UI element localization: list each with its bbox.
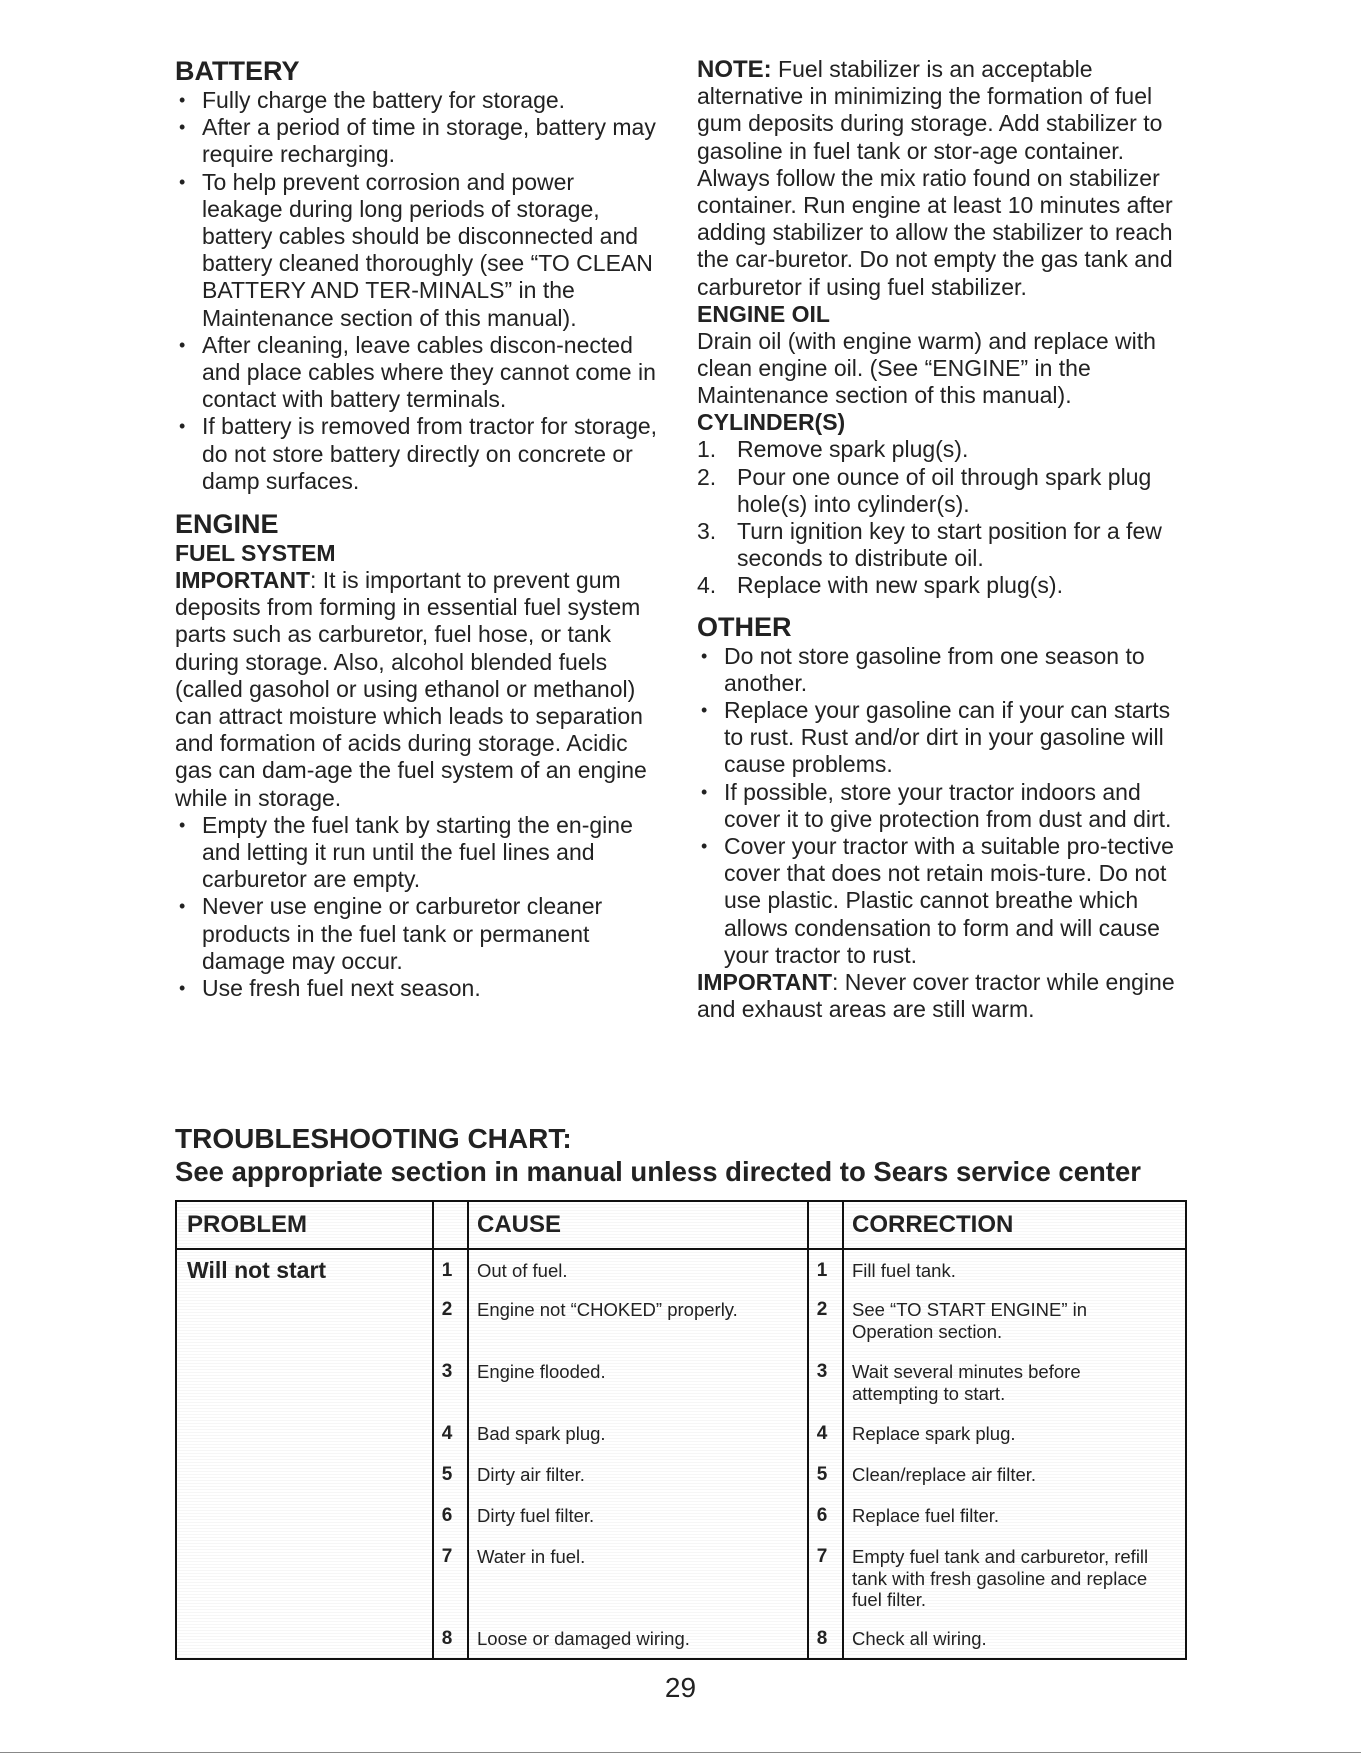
correction-number: 4 <box>816 1423 828 1444</box>
header-problem: PROBLEM <box>187 1211 307 1238</box>
correction-number: 7 <box>816 1546 828 1567</box>
step-text: Turn ignition key to start position for a few seconds to distribute oil. <box>737 518 1162 572</box>
correction-cell: Clean/replace air filter. <box>852 1464 1037 1485</box>
list-item <box>697 436 1182 463</box>
bottom-rule <box>0 1752 1361 1753</box>
troubleshooting-subtitle: See appropriate section in manual unless directed to Sears service center <box>175 1156 1141 1187</box>
list-item: • To help prevent corrosion and power leakage during long periods of storage, battery cables should be disconnected and battery cleaned thoroughly (see “TO CLEAN BATTERY AND TER-MINALS” in the Maintenance section of this manual). <box>175 169 660 332</box>
page-number: 29 <box>664 1672 697 1703</box>
column-divider <box>432 1202 434 1658</box>
engine-oil-heading: ENGINE OIL <box>697 300 830 327</box>
list-item: • Fully charge the battery for storage. <box>175 87 660 114</box>
column-divider <box>807 1202 809 1658</box>
fuel-list <box>175 812 660 1002</box>
cause-number: 1 <box>441 1260 453 1281</box>
cause-cell: Dirty air filter. <box>477 1464 585 1485</box>
list-item: • Do not store gasoline from one season to another. <box>697 643 1182 697</box>
list-item <box>697 464 1182 518</box>
important-label: IMPORTANT <box>697 969 833 996</box>
correction-number: 1 <box>816 1260 828 1281</box>
column-divider <box>467 1202 469 1658</box>
note-label: NOTE: <box>697 56 772 83</box>
cause-number: 4 <box>441 1423 453 1444</box>
other-list <box>697 643 1182 969</box>
other-important-paragraph <box>697 969 1182 1023</box>
note-paragraph <box>697 56 1182 301</box>
correction-number: 2 <box>816 1299 828 1320</box>
cause-cell: Engine not “CHOKED” properly. <box>477 1299 738 1320</box>
correction-number: 3 <box>816 1361 828 1382</box>
list-item: • Cover your tractor with a suitable pro-tective cover that does not retain mois-ture. Do not use plastic. Plastic cannot breathe which allows condensation to form and will cause your tractor to rust. <box>697 833 1182 969</box>
cause-cell: Water in fuel. <box>477 1546 586 1567</box>
list-item <box>697 572 1182 599</box>
cause-number: 3 <box>441 1361 453 1382</box>
header-cause: CAUSE <box>477 1211 562 1238</box>
list-item: • If battery is removed from tractor for storage, do not store battery directly on concrete or damp surfaces. <box>175 413 660 495</box>
battery-list <box>175 87 660 495</box>
list-item <box>697 518 1182 572</box>
list-item: • After a period of time in storage, battery may require recharging. <box>175 114 660 168</box>
troubleshooting-table <box>175 1200 1187 1660</box>
right-column <box>697 56 1182 1024</box>
cylinder-steps <box>697 436 1182 599</box>
battery-heading: BATTERY <box>175 56 300 86</box>
engine-heading: ENGINE <box>175 509 279 540</box>
step-text: Remove spark plug(s). <box>737 436 969 463</box>
important-label: IMPORTANT <box>175 567 311 594</box>
note-text: Fuel stabilizer is an acceptable alternative in minimizing the formation of fuel gum deposits during storage. Add stabilizer to gasoline in fuel tank or stor-age container. Always follow the mix ratio found on stabilizer container. Run engine at least 10 minutes after adding stabilizer to allow the stabilizer to reach the car-buretor. Do not empty the gas tank and carburetor if using fuel stabilizer. <box>697 56 1173 300</box>
correction-cell: Empty fuel tank and carburetor, refill tank with fresh gasoline and replace fuel filter. <box>852 1546 1149 1610</box>
cause-cell: Bad spark plug. <box>477 1423 606 1444</box>
cause-number: 5 <box>441 1464 453 1485</box>
cause-cell: Out of fuel. <box>477 1260 568 1281</box>
correction-cell: Replace fuel filter. <box>852 1505 1000 1526</box>
cause-cell: Dirty fuel filter. <box>477 1505 595 1526</box>
cause-cell: Engine flooded. <box>477 1361 606 1382</box>
cause-cell: Loose or damaged wiring. <box>477 1628 690 1649</box>
cylinders-heading: CYLINDER(S) <box>697 409 846 436</box>
troubleshooting-section <box>175 1122 1185 1188</box>
list-item: • If possible, store your tractor indoors and cover it to give protection from dust and dirt. <box>697 779 1182 833</box>
correction-cell: Fill fuel tank. <box>852 1260 956 1281</box>
header-correction: CORRECTION <box>852 1211 1014 1238</box>
step-number: 2. <box>697 463 717 490</box>
cause-number: 6 <box>441 1505 453 1526</box>
correction-number: 5 <box>816 1464 828 1485</box>
correction-number: 6 <box>816 1505 828 1526</box>
correction-cell: Replace spark plug. <box>852 1423 1016 1444</box>
cause-number: 8 <box>441 1628 453 1649</box>
header-divider <box>177 1248 1185 1250</box>
fuel-system-heading: FUEL SYSTEM <box>175 540 336 567</box>
step-number: 3. <box>697 518 717 545</box>
problem-cell: Will not start <box>187 1257 327 1283</box>
step-number: 4. <box>697 572 717 599</box>
troubleshooting-title: TROUBLESHOOTING CHART: <box>175 1123 572 1154</box>
list-item: • Use fresh fuel next season. <box>175 975 660 1002</box>
list-item: • Replace your gasoline can if your can starts to rust. Rust and/or dirt in your gasoline will cause problems. <box>697 697 1182 779</box>
step-text: Replace with new spark plug(s). <box>737 572 1063 599</box>
step-number: 1. <box>697 436 717 463</box>
correction-cell: See “TO START ENGINE” in Operation section. <box>852 1299 1088 1342</box>
fuel-important-paragraph <box>175 567 660 812</box>
engine-oil-text: Drain oil (with engine warm) and replace with clean engine oil. (See “ENGINE” in the Maintenance section of this manual). <box>697 327 1156 409</box>
list-item: • Empty the fuel tank by starting the en-gine and letting it run until the fuel lines and carburetor are empty. <box>175 812 660 894</box>
correction-cell: Wait several minutes before attempting to start. <box>852 1361 1081 1404</box>
list-item: • After cleaning, leave cables discon-nected and place cables where they cannot come in contact with battery terminals. <box>175 332 660 414</box>
correction-number: 8 <box>816 1628 828 1649</box>
cause-number: 2 <box>441 1299 453 1320</box>
other-heading: OTHER <box>697 611 792 642</box>
important-text: : It is important to prevent gum deposits from forming in essential fuel system parts such as carburetor, fuel hose, or tank during storage. Also, alcohol blended fuels (called gasohol or using ethanol or methanol) can attract moisture which leads to separation and formation of acids during storage. Acidic gas can dam-age the fuel system of an engine while in storage. <box>175 567 647 811</box>
step-text: Pour one ounce of oil through spark plug hole(s) into cylinder(s). <box>737 463 1152 517</box>
important-text: : Never cover tractor while engine and exhaust areas are still warm. <box>697 969 1175 1023</box>
left-column <box>175 56 660 1002</box>
correction-cell: Check all wiring. <box>852 1628 987 1649</box>
cause-number: 7 <box>441 1546 453 1567</box>
column-divider <box>842 1202 844 1658</box>
list-item: • Never use engine or carburetor cleaner products in the fuel tank or permanent damage may occur. <box>175 893 660 975</box>
